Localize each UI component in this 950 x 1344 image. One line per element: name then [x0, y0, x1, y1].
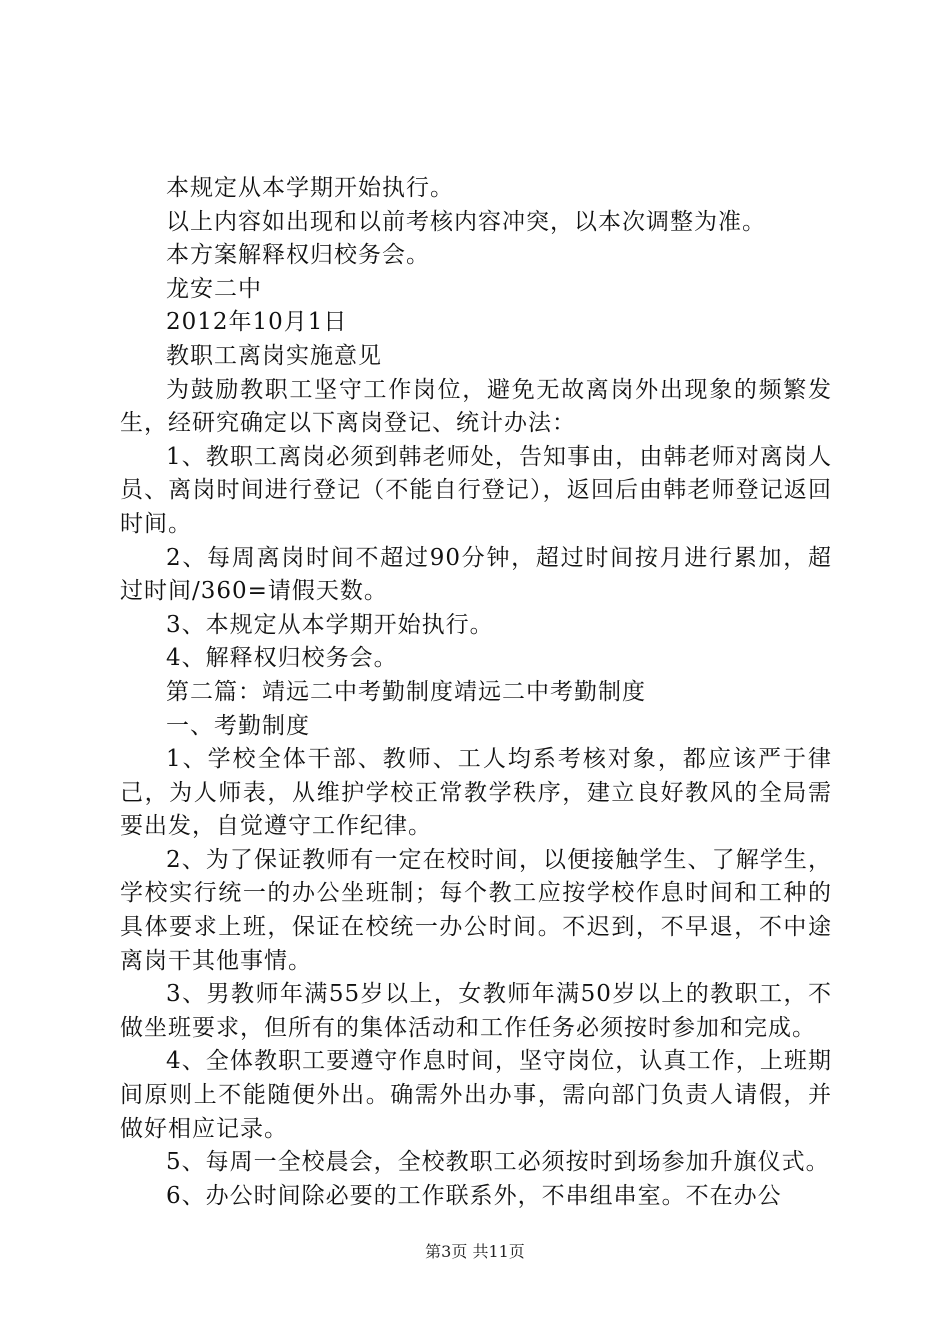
paragraph: 为鼓励教职工坚守工作岗位，避免无故离岗外出现象的频繁发生，经研究确定以下离岗登记、统计办法： [120, 376, 832, 437]
paragraph: 以上内容如出现和以前考核内容冲突，以本次调整为准。 [166, 208, 766, 235]
section-heading: 一、考勤制度 [166, 712, 310, 739]
paragraph: 3、男教师年满55岁以上，女教师年满50岁以上的教职工，不做坐班要求，但所有的集体活动和工作任务必须按时参加和完成。 [120, 981, 832, 1041]
paragraph: 本方案解释权归校务会。 [166, 242, 430, 269]
paragraph: 5、每周一全校晨会，全校教职工必须按时到场参加升旗仪式。 [166, 1149, 830, 1176]
signature-date: 2012年10月1日 [166, 309, 348, 336]
chapter-title: 第二篇：靖远二中考勤制度靖远二中考勤制度 [166, 678, 646, 705]
signature-school: 龙安二中 [166, 275, 262, 302]
paragraph: 6、办公时间除必要的工作联系外，不串组串室。不在办公 [166, 1182, 782, 1209]
paragraph: 4、全体教职工要遵守作息时间，坚守岗位，认真工作，上班期间原则上不能随便外出。确需外出办事，需向部门负责人请假，并做好相应记录。 [120, 1048, 832, 1142]
section-title: 教职工离岗实施意见 [166, 342, 382, 369]
paragraph: 本规定从本学期开始执行。 [166, 175, 454, 201]
paragraph: 1、教职工离岗必须到韩老师处，告知事由，由韩老师对离岗人员、离岗时间进行登记（不能自行登记），返回后由韩老师登记返回时间。 [120, 443, 832, 537]
page-number-footer: 第3页 共11页 [425, 1242, 525, 1261]
paragraph: 2、每周离岗时间不超过90分钟，超过时间按月进行累加，超过时间/360=请假天数。 [120, 544, 832, 605]
paragraph: 2、为了保证教师有一定在校时间，以便接触学生、了解学生，学校实行统一的办公坐班制；每个教工应按学校作息时间和工种的具体要求上班，保证在校统一办公时间。不迟到，不早退，不中途离岗干其他事情。 [120, 846, 832, 974]
paragraph: 4、解释权归校务会。 [166, 645, 398, 672]
document-body [120, 172, 832, 1213]
paragraph: 3、本规定从本学期开始执行。 [166, 611, 494, 638]
paragraph: 1、学校全体干部、教师、工人均系考核对象，都应该严于律己，为人师表，从维护学校正常教学秩序，建立良好教风的全局需要出发，自觉遵守工作纪律。 [120, 746, 832, 840]
